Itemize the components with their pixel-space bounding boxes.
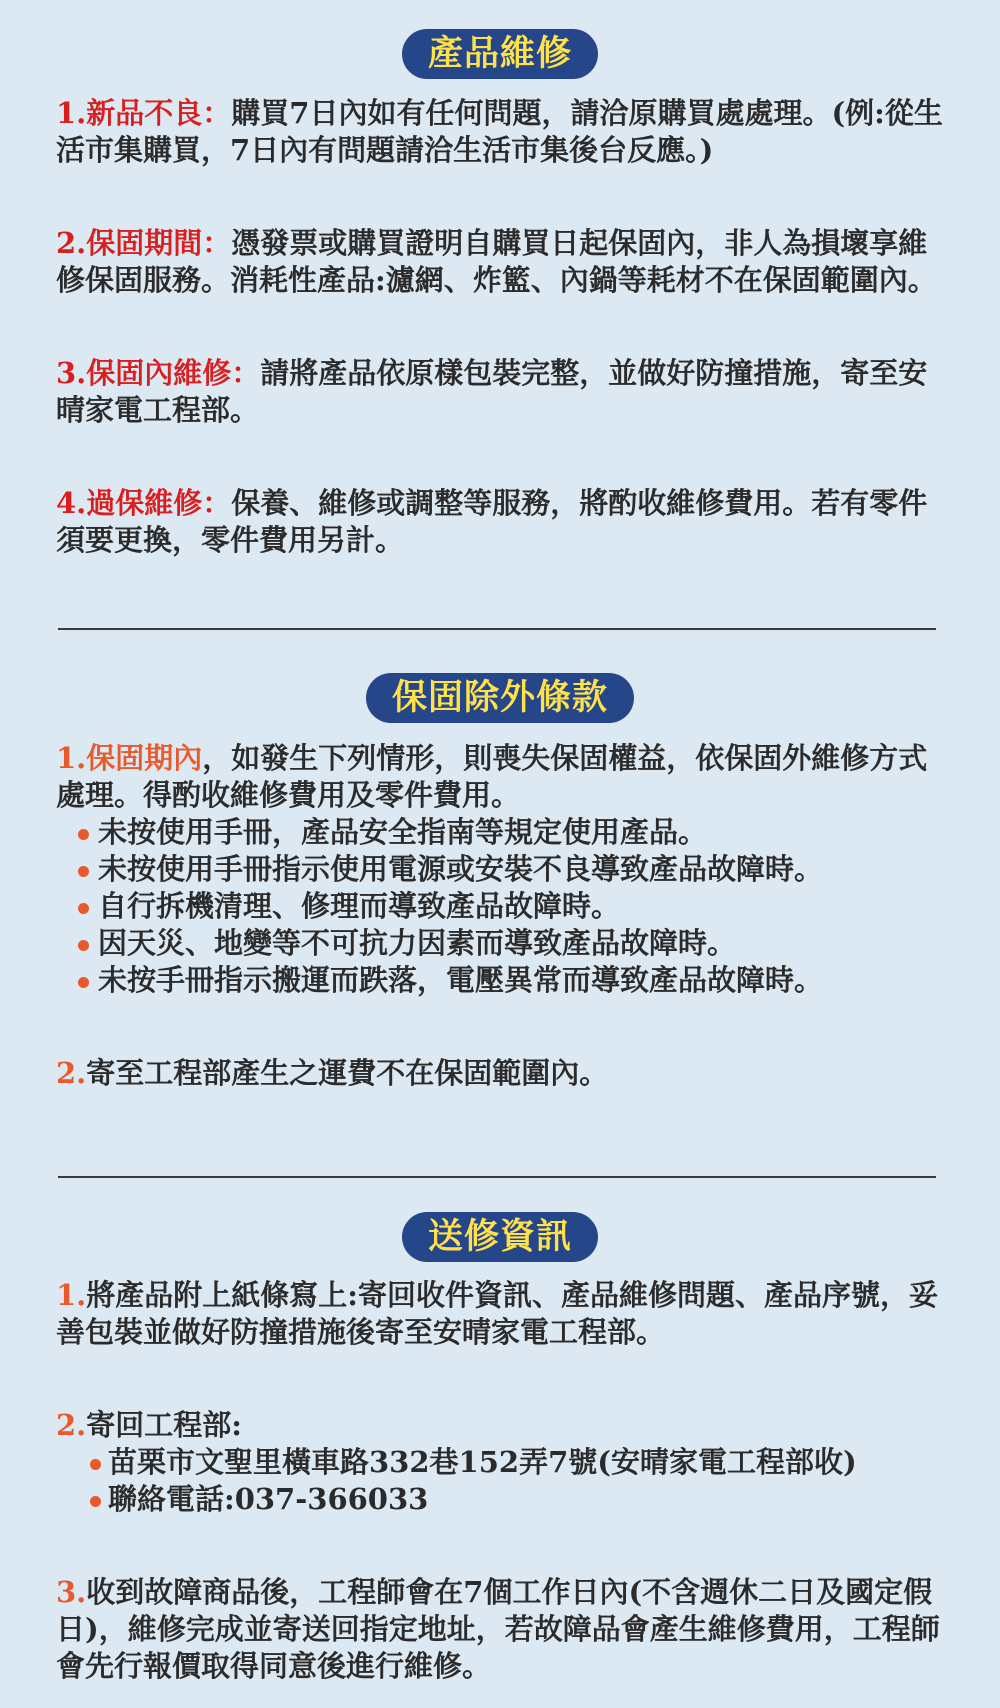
repair-item-text: 保養、維修或調整等服務，將酌收維修費用。若有零件須要更換，零件費用另計。	[56, 486, 928, 557]
phone-item: 聯絡電話:037-366033	[56, 1481, 946, 1518]
section-title-repair: 產品維修	[402, 29, 598, 79]
repair-item-text: 請將產品依原樣包裝完整，並做好防撞措施，寄至安晴家電工程部。	[56, 356, 928, 427]
repair-item-text: 購買7日內如有任何問題，請洽原購買處處理。(例:從生活市集購買，7日內有問題請洽生活市集後台反應。)	[56, 96, 943, 167]
shipping-item-num: 2.	[56, 1408, 87, 1442]
exclusions-item-1	[56, 740, 946, 814]
repair-item-label: 3.保固內維修：	[56, 356, 261, 390]
section-title-exclusions: 保固除外條款	[366, 673, 634, 723]
shipping-content	[56, 1277, 946, 1685]
exclusions-item-num: 2.	[56, 1056, 87, 1090]
list-item: 未按使用手冊指示使用電源或安裝不良導致產品故障時。	[56, 851, 946, 888]
section-divider	[58, 1176, 936, 1178]
repair-content	[56, 95, 946, 559]
list-item: 未按使用手冊，產品安全指南等規定使用產品。	[56, 814, 946, 851]
repair-item-3	[56, 355, 946, 429]
repair-item-text: 憑發票或購買證明自購買日起保固內，非人為損壞享維修保固服務。消耗性產品:濾網、炸籃、內鍋等耗材不在保固範圍內。	[56, 226, 937, 297]
shipping-item-num: 3.	[56, 1575, 87, 1609]
address-item: 苗栗市文聖里橫車路332巷152弄7號(安晴家電工程部收)	[56, 1444, 946, 1481]
shipping-item-num: 1.	[56, 1278, 87, 1312]
repair-item-label: 2.保固期間：	[56, 226, 232, 260]
repair-item-label: 4.過保維修：	[56, 486, 232, 520]
list-item: 自行拆機清理、修理而導致產品故障時。	[56, 888, 946, 925]
shipping-item-text: 寄回工程部:	[86, 1408, 242, 1442]
shipping-item-text: 收到故障商品後，工程師會在7個工作日內(不含週休二日及國定假日)，維修完成並寄送回指定地址，若故障品會產生維修費用，工程師會先行報價取得同意後進行維修。	[56, 1575, 940, 1683]
exclusions-bullet-list	[56, 814, 946, 999]
repair-item-1	[56, 95, 946, 169]
shipping-item-3	[56, 1574, 946, 1685]
exclusions-item-2	[56, 1055, 946, 1092]
repair-item-label: 1.新品不良：	[56, 96, 232, 130]
repair-item-2	[56, 225, 946, 299]
exclusions-item-text: ，如發生下列情形，則喪失保固權益，依保固外維修方式處理。得酌收維修費用及零件費用。	[56, 741, 928, 812]
exclusions-item-text: 寄至工程部產生之運費不在保固範圍內。	[86, 1056, 609, 1090]
exclusions-content	[56, 740, 946, 1092]
list-item: 因天災、地變等不可抗力因素而導致產品故障時。	[56, 925, 946, 962]
section-title-shipping: 送修資訊	[402, 1212, 598, 1262]
list-item: 未按手冊指示搬運而跌落，電壓異常而導致產品故障時。	[56, 962, 946, 999]
repair-item-4	[56, 485, 946, 559]
section-divider	[58, 628, 936, 630]
shipping-item-1	[56, 1277, 946, 1351]
shipping-item-text: 將產品附上紙條寫上:寄回收件資訊、產品維修問題、產品序號，妥善包裝並做好防撞措施後寄至安晴家電工程部。	[56, 1278, 938, 1349]
exclusions-item-label: 1.保固期內	[56, 741, 203, 775]
shipping-bullet-list	[56, 1444, 946, 1518]
shipping-item-2	[56, 1407, 946, 1444]
